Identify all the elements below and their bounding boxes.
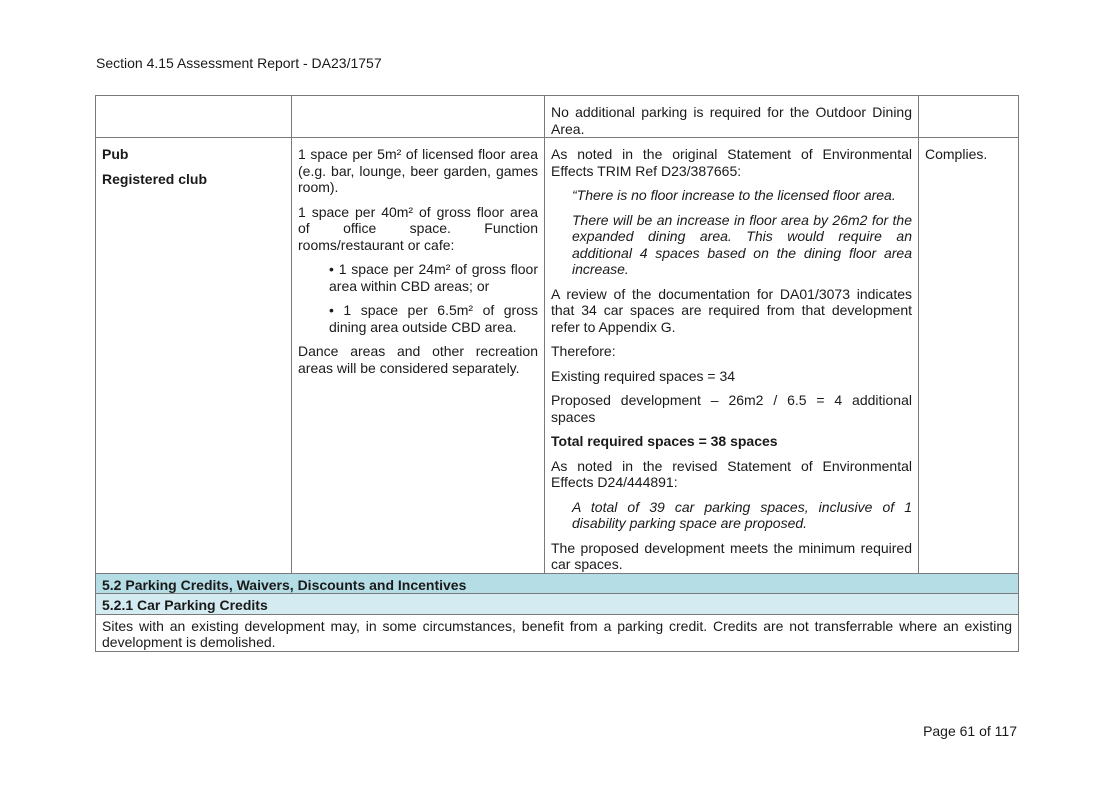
table-cell (545, 96, 919, 138)
rate-bullet-outside-cbd: • 1 space per 6.5m² of gross dining area outside CBD area. (329, 302, 538, 335)
page-number: Page 61 of 117 (923, 723, 1017, 739)
table-cell (96, 96, 292, 138)
assessment-revised-see: As noted in the revised Statement of Environmental Effects D24/444891: (551, 457, 912, 490)
parking-rate-cell (292, 138, 545, 574)
table-row (96, 96, 1019, 138)
table-cell (919, 96, 1019, 138)
assessment-quote-39-spaces: A total of 39 car parking spaces, inclusive of 1 disability parking space are proposed. (572, 498, 912, 531)
subsection-heading: 5.2.1 Car Parking Credits (96, 594, 1019, 615)
assessment-cell (545, 138, 919, 574)
rate-office-function: 1 space per 40m² of gross floor area of office space. Function rooms/restaurant or cafe: (298, 203, 538, 253)
assessment-existing-spaces: Existing required spaces = 34 (551, 367, 736, 384)
table-cell (292, 96, 545, 138)
compliance-cell (919, 138, 1019, 574)
assessment-original-see: As noted in the original Statement of Environmental Effects TRIM Ref D23/387665: (551, 146, 912, 179)
table-row (96, 573, 1019, 594)
assessment-proposed-spaces: Proposed development – 26m2 / 6.5 = 4 additional spaces (551, 392, 912, 425)
rate-licensed-floor: 1 space per 5m² of licensed floor area (e.g. bar, lounge, beer garden, games room). (298, 146, 538, 195)
assessment-review-da: A review of the documentation for DA01/3073 indicates that 34 car spaces are required from that development refer to Appendix G. (551, 285, 912, 335)
assessment-conclusion: The proposed development meets the minimum required car spaces. (551, 539, 912, 572)
land-use-cell (96, 138, 292, 574)
assessment-quote-no-increase: “There is no floor increase to the licensed floor area. (572, 187, 896, 203)
table-row (96, 594, 1019, 615)
parking-assessment-table (95, 95, 1019, 652)
assessment-quote-dining-increase: There will be an increase in floor area by 26m2 for the expanded dining area. This would require an additional 4 spaces based on the dining floor area increase. (572, 211, 912, 277)
table-row (96, 138, 1019, 574)
land-use-pub: Pub (102, 146, 129, 162)
assessment-total-spaces: Total required spaces = 38 spaces (551, 433, 778, 449)
section-heading: 5.2 Parking Credits, Waivers, Discounts and Incentives (96, 573, 1019, 594)
assessment-therefore: Therefore: (551, 343, 616, 359)
land-use-registered-club: Registered club (102, 170, 208, 187)
compliance-status: Complies. (925, 146, 988, 162)
outdoor-dining-note: No additional parking is required for the Outdoor Dining Area. (551, 104, 912, 137)
rate-dance-areas: Dance areas and other recreation areas will be considered separately. (298, 343, 538, 376)
parking-credits-text: Sites with an existing development may, in some circumstances, benefit from a parking credit. Credits are not transferrable where an existing development is demolished. (96, 614, 1019, 651)
document-header: Section 4.15 Assessment Report - DA23/1757 (96, 55, 382, 71)
rate-bullet-cbd: • 1 space per 24m² of gross floor area within CBD areas; or (329, 261, 538, 294)
table-row (96, 614, 1019, 651)
